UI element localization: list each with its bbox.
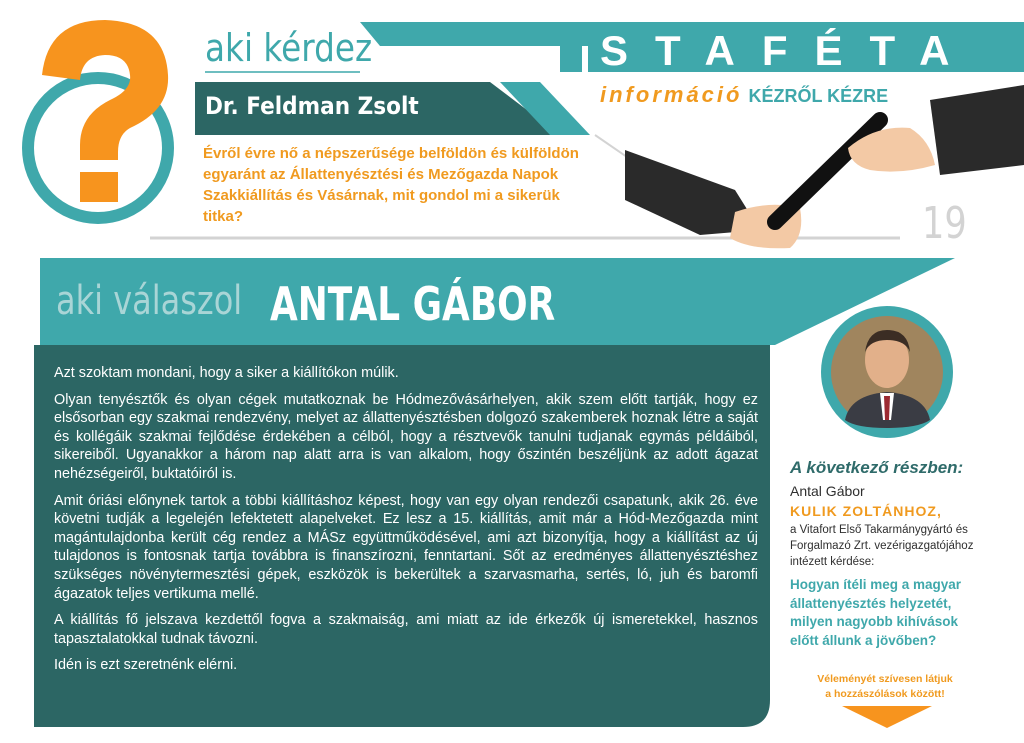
- series-title: STAFÉTA: [600, 27, 977, 74]
- next-part-person: Antal Gábor: [790, 483, 865, 499]
- top-band: [360, 22, 590, 46]
- baton: [775, 120, 880, 222]
- sleeve-right: [930, 85, 1024, 175]
- asker-label: aki kérdez: [205, 26, 373, 70]
- answer-label: aki válaszol: [56, 278, 243, 324]
- answer-paragraph: Olyan tenyésztők és olyan cégek mutatkoznak be Hódmezővásárhelyen, akik szem előtt tartják, hogy ez elsősorban egy szakmai rendezvény, melyet az állattenyésztésben dolgozó szakemberek hoznak létre a saját és kollégáik szakmai fejlődése érdekében a célból, hogy a résztvevők tanulni tudjanak egymás példáiból, sikereiből. Ugyanakkor a három nap alatt arra is van alkalom, hogy őszintén beszéljünk az adott ágazat nehézségeiről, buktatóiról is.: [54, 391, 758, 482]
- comment-note-line: a hozzászólások között!: [825, 688, 945, 700]
- asker-question: Évről évre nő a népszerűsége belföldön és külföldön egyaránt az Állattenyésztési és Mezőgazda Napok Szakkiállítás és Vásárnak, mit gondol mi a sikerük titka?: [203, 145, 579, 225]
- page-number: 19: [922, 198, 967, 249]
- answer-text: [54, 364, 758, 683]
- next-part-title: A következő részben:: [790, 458, 964, 477]
- tagline: [600, 82, 888, 108]
- arrow-down-icon: [842, 706, 932, 728]
- next-part-description: a Vitafort Első Takarmánygyártó és Forgalmazó Zrt. vezérigazgatójához intézett kérdése:: [790, 524, 974, 568]
- question-dot: [80, 172, 118, 202]
- tagline-main: információ: [600, 82, 743, 107]
- comment-note-line: Véleményét szívesen látjuk: [817, 673, 953, 685]
- answer-paragraph: Idén is ezt szeretnénk elérni.: [54, 657, 238, 674]
- answer-paragraph: A kiállítás fő jelszava kezdettől fogva a szakmaiság, ami miatt az ide érkezők új ismeretekkel, hasznos tapasztalatokkal tudnak távozni.: [54, 612, 758, 647]
- next-part-target: KULIK ZOLTÁNHOZ,: [790, 503, 942, 519]
- answerer-name: ANTAL GÁBOR: [270, 277, 556, 331]
- next-part-question: Hogyan ítéli meg a magyar állattenyésztés helyzetét, milyen nagyobb kihívások előtt állunk a jövőben?: [790, 577, 962, 648]
- comment-invitation: [800, 672, 970, 702]
- tagline-sub: KÉZRŐL KÉZRE: [748, 86, 889, 106]
- asker-name: Dr. Feldman Zsolt: [205, 92, 419, 120]
- answer-paragraph: Amit óriási előnynek tartok a többi kiállításhoz képest, hogy van egy olyan rendezői csapatunk, akik 26. éve követni tudják a legelején lefektetett alapelveket. Ez lesz a 15. kiállítás, amit már a Hód-Mezőgazda mint magántulajdonba került cég rendez a MÁSz együttműködésével, ami azt bizonyítja, hogy a kiállítást az új tulajdonos is fontosnak tartja továbbra is finanszírozni, fenntartani. Sőt az eredményes állattenyésztéshez szükséges növénytermesztési gépek, eszközök is bekerültek a szarvasmarha, sertés, ló, juh és baromfi ágazatok teljes vertikuma mellé.: [54, 492, 758, 602]
- answer-paragraph: Azt szoktam mondani, hogy a siker a kiállítókon múlik.: [54, 365, 399, 381]
